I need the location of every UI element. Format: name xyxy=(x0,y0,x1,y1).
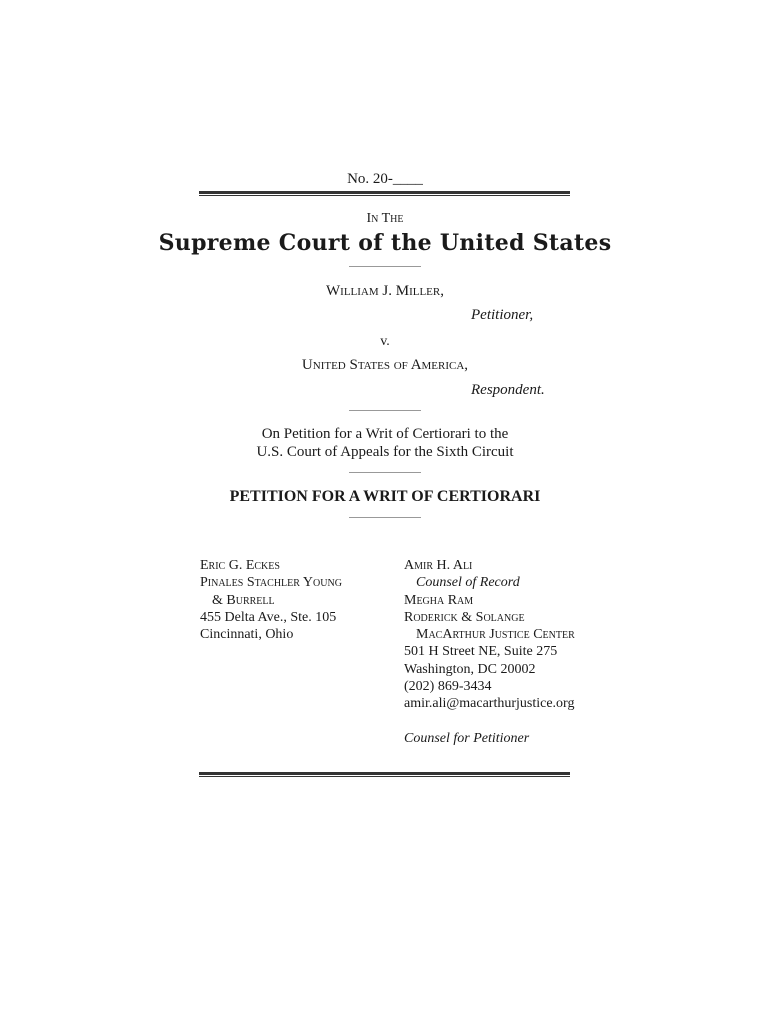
right-counsel-name-2: Megha Ram xyxy=(404,592,474,608)
left-counsel-firm-2: & Burrell xyxy=(212,592,275,608)
top-double-rule xyxy=(199,191,570,196)
document-title: PETITION FOR A WRIT OF CERTIORARI xyxy=(229,488,541,505)
court-name: Supreme Court of the United States xyxy=(158,230,612,256)
petitioner-role: Petitioner, xyxy=(471,307,534,323)
versus: v. xyxy=(380,334,390,349)
respondent-name: United States of America, xyxy=(301,357,469,373)
right-counsel-name-1: Amir H. Ali xyxy=(404,558,473,573)
separator-rule xyxy=(349,266,421,267)
left-counsel-firm-1: Pinales Stachler Young xyxy=(200,575,342,591)
right-counsel-phone: (202) 869-3434 xyxy=(404,679,492,695)
right-counsel-address-2: Washington, DC 20002 xyxy=(404,661,536,677)
docket-number: No. 20-____ xyxy=(347,171,423,187)
right-counsel-org-1: Roderick & Solange xyxy=(404,609,525,625)
petition-line-2: U.S. Court of Appeals for the Sixth Circuit xyxy=(256,444,514,460)
right-counsel-block xyxy=(404,557,575,747)
right-counsel-role-1: Counsel of Record xyxy=(416,575,520,591)
respondent-role: Respondent. xyxy=(471,382,545,398)
right-counsel-email: amir.ali@macarthurjustice.org xyxy=(404,696,575,712)
right-counsel-org-2: MacArthur Justice Center xyxy=(416,627,575,643)
left-counsel-address-1: 455 Delta Ave., Ste. 105 xyxy=(200,609,337,625)
separator-rule xyxy=(349,517,421,518)
left-counsel-address-2: Cincinnati, Ohio xyxy=(200,627,294,643)
counsel-for-petitioner: Counsel for Petitioner xyxy=(404,730,530,746)
in-the-label: In The xyxy=(366,211,404,226)
right-counsel-address-1: 501 H Street NE, Suite 275 xyxy=(404,644,558,660)
petition-line-1: On Petition for a Writ of Certiorari to the xyxy=(261,426,509,442)
bottom-double-rule xyxy=(199,772,570,777)
separator-rule xyxy=(349,410,421,411)
left-counsel-block xyxy=(200,557,342,643)
separator-rule xyxy=(349,472,421,473)
left-counsel-name: Eric G. Eckes xyxy=(200,558,280,573)
petitioner-name: William J. Miller, xyxy=(326,283,444,299)
